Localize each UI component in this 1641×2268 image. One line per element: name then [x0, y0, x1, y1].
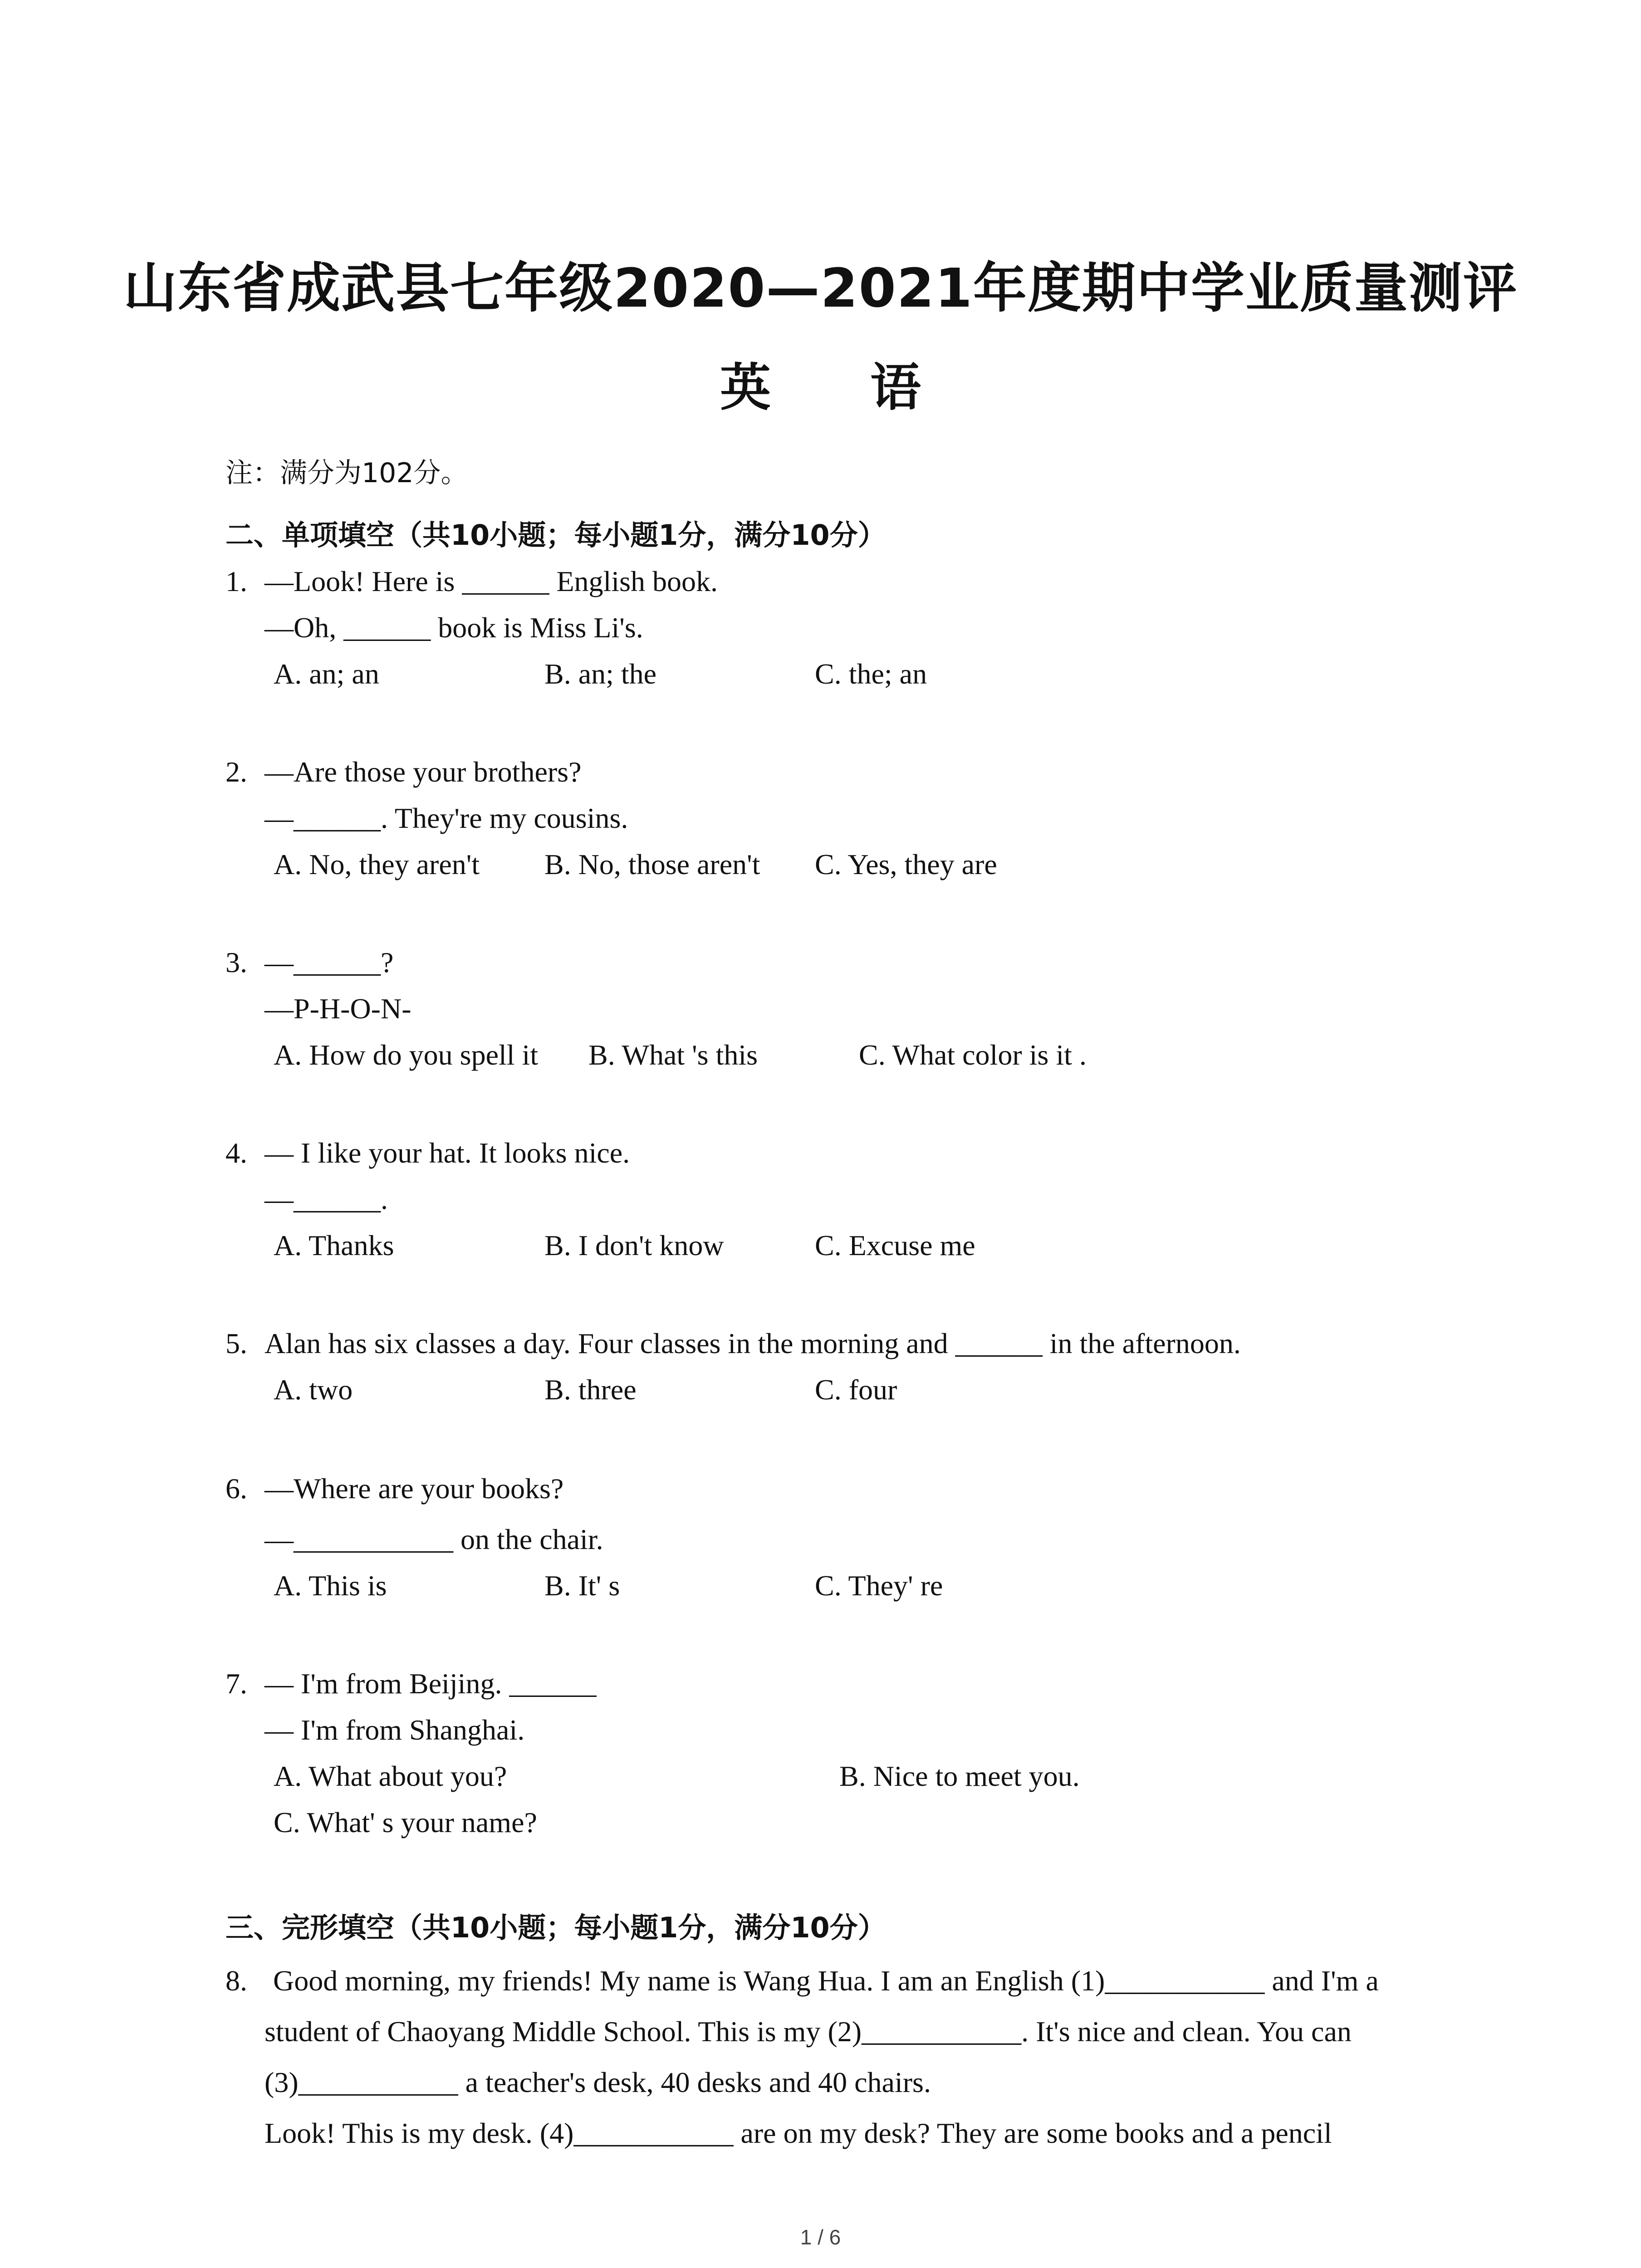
section-heading-multiple-choice: 二、单项填空（共10小题；每小题1分，满分10分）: [225, 518, 886, 552]
question-number: 3.: [225, 946, 247, 978]
question-line: —Are those your brothers?: [265, 756, 582, 788]
question-line: —______?: [265, 946, 394, 978]
question-line: — I'm from Beijing. ______: [265, 1667, 597, 1700]
section-heading-cloze: 三、完形填空（共10小题；每小题1分，满分10分）: [225, 1911, 886, 1944]
option-a: A. How do you spell it: [274, 1039, 539, 1071]
option-b: B. an; the: [544, 658, 657, 690]
question-number: 4.: [225, 1137, 247, 1169]
question-number: 5.: [225, 1327, 247, 1359]
question-line: —Oh, ______ book is Miss Li's.: [265, 611, 643, 644]
question-line: — I like your hat. It looks nice.: [265, 1137, 630, 1169]
question-line: — I'm from Shanghai.: [265, 1714, 525, 1746]
option-a: A. No, they aren't: [274, 848, 480, 880]
question-line: —___________ on the chair.: [265, 1523, 603, 1555]
question-number: 8.: [225, 1965, 247, 1997]
option-a: A. two: [274, 1374, 353, 1406]
option-b: B. three: [544, 1374, 637, 1406]
option-a: A. an; an: [274, 658, 379, 690]
option-c: C. four: [815, 1374, 897, 1406]
question-number: 6.: [225, 1472, 247, 1505]
option-c: C. Yes, they are: [815, 848, 997, 880]
passage-line: (3)___________ a teacher's desk, 40 desks and 40 chairs.: [265, 2066, 931, 2098]
question-line: —Where are your books?: [265, 1472, 564, 1505]
option-c: C. What color is it .: [859, 1039, 1087, 1071]
option-b: B. No, those aren't: [544, 848, 760, 880]
question-line: Alan has six classes a day. Four classes in the morning and ______ in the afternoon.: [265, 1327, 1241, 1359]
option-a: A. This is: [274, 1569, 387, 1602]
question-line: —______.: [265, 1183, 388, 1215]
score-note: 注：满分为102分。: [225, 457, 468, 489]
question-number: 1.: [225, 565, 247, 597]
exam-title: 山东省成武县七年级2020—2021年度期中学业质量测评: [123, 257, 1518, 319]
page-number: 1 / 6: [800, 2225, 841, 2249]
option-b: B. Nice to meet you.: [839, 1760, 1080, 1792]
option-a: A. What about you?: [274, 1760, 507, 1792]
option-c: C. the; an: [815, 658, 927, 690]
option-b: B. It' s: [544, 1569, 620, 1602]
question-number: 2.: [225, 756, 247, 788]
passage-line: Look! This is my desk. (4)___________ are on my desk? They are some books and a pencil: [265, 2117, 1332, 2149]
option-b: B. I don't know: [544, 1229, 724, 1261]
question-line: —P-H-O-N-: [265, 992, 411, 1025]
option-a: A. Thanks: [274, 1229, 394, 1261]
passage-line: student of Chaoyang Middle School. This is my (2)___________. It's nice and clean. You can: [265, 2015, 1352, 2048]
option-c: C. They' re: [815, 1569, 943, 1602]
question-number: 7.: [225, 1667, 247, 1700]
option-c: C. What' s your name?: [274, 1806, 537, 1838]
passage-line: Good morning, my friends! My name is Wang Hua. I am an English (1)___________ and I'm a: [273, 1965, 1379, 1997]
option-b: B. What 's this: [588, 1039, 758, 1071]
question-line: —Look! Here is ______ English book.: [265, 565, 718, 597]
option-c: C. Excuse me: [815, 1229, 975, 1261]
subject-title: 英 语: [720, 358, 962, 417]
question-line: —______. They're my cousins.: [265, 802, 628, 834]
